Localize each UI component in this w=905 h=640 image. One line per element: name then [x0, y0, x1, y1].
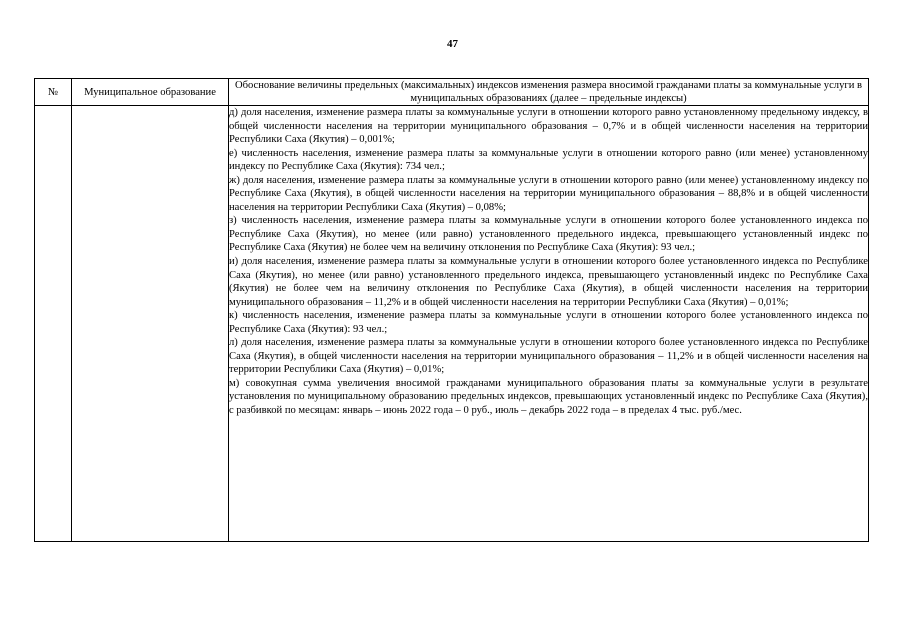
paragraph-e: е) численность населения, изменение размера платы за коммунальные услуги в отношении которого равно (или менее) установленному индексу по Республике Саха (Якутия): 734 чел.; [229, 147, 868, 173]
cell-municipality [72, 106, 229, 542]
paragraph-m: м) совокупная сумма увеличения вносимой гражданами муниципального образования платы за коммунальные услуги в результате установления по муниципальному образованию предельных индексов, превышающих установленный индекс по Республике Саха (Якутия), с разбивкой по месяцам: январь – июнь 2022 года – 0 руб., июль – декабрь 2022 года – в пределах 4 тыс. руб./мес. [229, 377, 868, 417]
table-header-row [35, 79, 869, 106]
paragraph-z: з) численность населения, изменение размера платы за коммунальные услуги в отношении которого более установленного индекса по Республике Саха (Якутия), но менее (или равно) установленного предельного индекса, превышающего установленный индекс по Республике Саха (Якутия) не более чем на величину отклонения по Республике Саха (Якутия): 93 чел.; [229, 215, 868, 254]
paragraph-l: л) доля населения, изменение размера платы за коммунальные услуги в отношении которого более установленного индекса по Республике Саха (Якутия), в общей численности населения на территории муниципального образования – 11,2% и в общей численности населения на территории Республики Саха (Якутия) – 0,01%; [229, 337, 868, 376]
table-row [35, 106, 869, 542]
justification-table [34, 78, 869, 542]
paragraph-k: к) численность населения, изменение размера платы за коммунальные услуги в отношении которого более установленного индекса по Республике Саха (Якутия): 93 чел.; [229, 310, 868, 335]
cell-number [35, 106, 72, 542]
header-justification: Обоснование величины предельных (максимальных) индексов изменения размера вносимой гражданами платы за коммунальные услуги в муниципальных образованиях (далее – предельные индексы) [229, 79, 869, 106]
paragraph-zh: ж) доля населения, изменение размера платы за коммунальные услуги в отношении которого равно (или менее) установленному индексу по Республике Саха (Якутия), в общей численности населения на территории муниципального образования – 88,8% и в общей численности населения на территории Республики Саха (Якутия) – 0,08%; [229, 174, 868, 213]
header-number: № [35, 79, 72, 106]
cell-justification [229, 106, 869, 542]
paragraph-i: и) доля населения, изменение размера платы за коммунальные услуги в отношении которого более установленного индекса по Республике Саха (Якутия), но менее (или равно) установленного предельного индекса, превышающего установленный индекс по Республике Саха (Якутия) не более чем на величину отклонения по Республике Саха (Якутия), в общей численности населения на территории муниципального образования – 11,2% и в общей численности населения на территории Республики Саха (Якутия) – 0,01%; [229, 256, 868, 308]
paragraph-d: д) доля населения, изменение размера платы за коммунальные услуги в отношении которого равно установленному предельному индексу, в общей численности населения на территории муниципального образования – 0,7% и в общей численности населения на территории Республики Саха (Якутия) – 0,001%; [229, 107, 868, 146]
header-municipality: Муниципальное образование [72, 79, 229, 106]
page-number: 47 [447, 38, 458, 50]
